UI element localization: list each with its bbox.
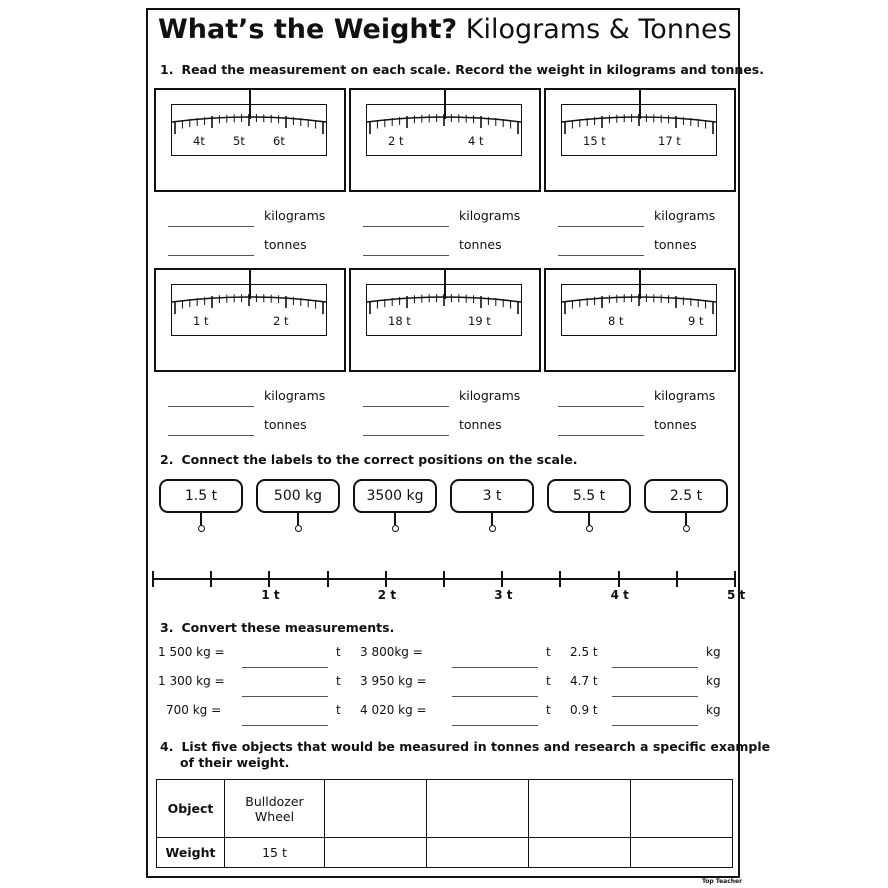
number-line-tick [327,571,329,587]
scale-label: 4t [193,134,205,148]
object-answer-cell[interactable] [325,780,427,838]
number-line-tick [501,571,503,587]
scale-label: 2 t [273,314,289,328]
conversion-answer-line[interactable] [452,667,538,668]
number-line-label: 1 t [261,588,280,602]
kilograms-label: kilograms [654,208,716,223]
brand-footer: Top Teacher [702,878,743,885]
conversion-answer-line[interactable] [452,725,538,726]
question-4-line2 [180,755,289,770]
kilograms-answer-line[interactable] [168,406,254,407]
scale-needle [639,269,641,299]
connector-stem [588,513,590,525]
conversion-answer-line[interactable] [242,667,328,668]
object-answer-cell[interactable] [529,780,631,838]
kilograms-label: kilograms [459,388,521,403]
number-line-tick [152,571,154,587]
connector-stem [200,513,202,525]
number-line-tick [268,571,270,587]
title-bold: What’s the Weight? [158,14,458,45]
question-1-number: 1. [160,62,174,77]
question-3-text: Convert these measurements. [181,620,395,635]
table-row-object [157,780,733,838]
connector-dot[interactable] [295,525,302,532]
conversion-question: 700 kg = [166,703,222,717]
tonnes-label: tonnes [459,417,502,432]
question-1 [160,62,764,77]
example-object-cell [225,780,325,838]
number-line-label: 4 t [610,588,629,602]
number-line-tick [618,571,620,587]
question-4-text-line1: List five objects that would be measured in tonnes and research a specific example [181,739,771,754]
connector-dot[interactable] [586,525,593,532]
conversion-unit: t [546,645,551,659]
object-answer-cell[interactable] [427,780,529,838]
conversion-question: 4.7 t [570,674,598,688]
tonnes-label: tonnes [654,417,697,432]
conversion-question: 3 950 kg = [360,674,427,688]
connector-stem [685,513,687,525]
table-row-weight [157,838,733,868]
number-line-label: 3 t [494,588,513,602]
scale-label: 1 t [193,314,209,328]
conversion-unit: t [546,674,551,688]
connector-dot[interactable] [489,525,496,532]
scale-label: 5t [233,134,245,148]
weight-answer-cell[interactable] [427,838,529,868]
conversion-unit: kg [706,645,721,659]
scale-label: 19 t [468,314,491,328]
conversion-question: 4 020 kg = [360,703,427,717]
connector-stem [491,513,493,525]
object-answer-cell[interactable] [631,780,733,838]
kilograms-label: kilograms [264,388,326,403]
connector-stem [394,513,396,525]
conversion-question: 1 300 kg = [158,674,225,688]
question-4 [160,739,770,754]
scale-label: 2 t [388,134,404,148]
conversion-answer-line[interactable] [242,725,328,726]
scale-label: 4 t [468,134,484,148]
conversion-answer-line[interactable] [452,696,538,697]
example-weight-cell: 15 t [225,838,325,868]
conversion-unit: t [336,674,341,688]
kilograms-answer-line[interactable] [558,226,644,227]
kilograms-answer-line[interactable] [363,226,449,227]
number-line-label: 2 t [377,588,397,602]
question-1-text: Read the measurement on each scale. Record the weight in kilograms and tonnes. [181,62,764,77]
conversion-question: 2.5 t [570,645,598,659]
kilograms-label: kilograms [459,208,521,223]
weight-answer-cell[interactable] [529,838,631,868]
conversion-question: 1 500 kg = [158,645,225,659]
weight-answer-cell[interactable] [325,838,427,868]
scale-needle [249,89,251,119]
scale-label: 17 t [658,134,681,148]
tonnes-label: tonnes [459,237,502,252]
tonnes-answer-line[interactable] [363,255,449,256]
conversion-answer-line[interactable] [612,667,698,668]
scale-needle [639,89,641,119]
scale-label: 9 t [688,314,704,328]
question-4-number: 4. [160,739,174,754]
number-line-tick [676,571,678,587]
scale-label: 15 t [583,134,606,148]
conversion-answer-line[interactable] [612,725,698,726]
scale-label: 6t [273,134,285,148]
connector-stem [297,513,299,525]
tonnes-answer-line[interactable] [168,435,254,436]
number-line-label: 5 t [727,588,746,602]
page-title [158,14,732,45]
weight-label-card[interactable]: 5.5 t [547,479,631,513]
connector-dot[interactable] [198,525,205,532]
title-light: Kilograms & Tonnes [465,14,732,45]
connector-dot[interactable] [392,525,399,532]
number-line-tick [734,571,736,587]
question-2-text: Connect the labels to the correct positions on the scale. [181,452,578,467]
conversion-answer-line[interactable] [612,696,698,697]
number-line-tick [385,571,387,587]
conversion-unit: t [336,703,341,717]
conversion-unit: kg [706,703,721,717]
example-object-line1: Bulldozer [245,793,304,809]
conversion-question: 3 800kg = [360,645,423,659]
weight-label-card[interactable]: 3500 kg [353,479,437,513]
scale-needle [444,89,446,119]
scale-needle [249,269,251,299]
tonnes-label: tonnes [264,237,307,252]
question-4-text-line2: of their weight. [180,755,290,770]
weight-header: Weight [157,838,225,868]
question-3 [160,620,394,635]
tonnes-answer-line[interactable] [558,255,644,256]
tonnes-label: tonnes [264,417,307,432]
question-3-number: 3. [160,620,174,635]
example-object-line2: Wheel [254,808,295,824]
kilograms-answer-line[interactable] [168,226,254,227]
conversion-unit: kg [706,674,721,688]
scale-label: 8 t [608,314,624,328]
conversion-question: 0.9 t [570,703,598,717]
number-line-tick [443,571,445,587]
number-line-tick [210,571,212,587]
kilograms-label: kilograms [654,388,716,403]
scale-label: 18 t [388,314,411,328]
question-2 [160,452,577,467]
weight-label-card[interactable]: 1.5 t [159,479,243,513]
conversion-unit: t [336,645,341,659]
conversion-unit: t [546,703,551,717]
weight-label-card[interactable]: 3 t [450,479,534,513]
number-line-tick [559,571,561,587]
scale-needle [444,269,446,299]
tonnes-answer-line[interactable] [363,435,449,436]
kilograms-answer-line[interactable] [558,406,644,407]
weight-answer-cell[interactable] [631,838,733,868]
object-header: Object [157,780,225,838]
weight-label-card[interactable]: 2.5 t [644,479,728,513]
objects-table [156,779,733,868]
weight-label-card[interactable]: 500 kg [256,479,340,513]
kilograms-label: kilograms [264,208,326,223]
connector-dot[interactable] [683,525,690,532]
kilograms-answer-line[interactable] [363,406,449,407]
tonnes-answer-line[interactable] [558,435,644,436]
conversion-answer-line[interactable] [242,696,328,697]
tonnes-label: tonnes [654,237,697,252]
question-2-number: 2. [160,452,174,467]
tonnes-answer-line[interactable] [168,255,254,256]
